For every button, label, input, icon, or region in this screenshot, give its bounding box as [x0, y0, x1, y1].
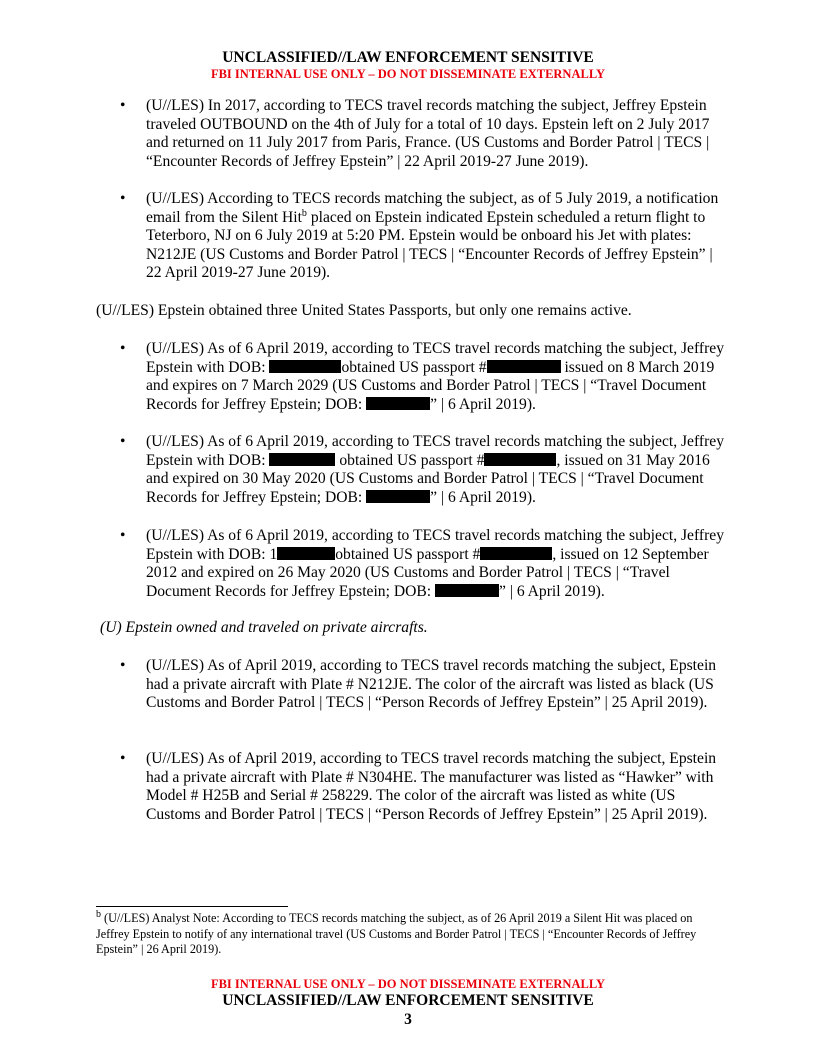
footnote-divider: [96, 906, 288, 907]
redaction-box: [277, 547, 335, 560]
bullet-text: (U//LES) As of 6 April 2019, according to TECS travel records matching the subject, Jeffrey Epstein with DOB: 1 obtained US passport # , issued on 12 September 2012 and expired on 26 May 2020 (US Customs and Border Patrol | TECS | “Travel Document Records for Jeffrey Epstein; DOB: ” | 6 April 2019).: [146, 527, 724, 600]
bullet-text: (U//LES) As of 6 April 2019, according to TECS travel records matching the subject, Jeffrey Epstein with DOB: obtained US passport # , issued on 31 May 2016 and expired on 30 May 2020 (US Customs and Border Patrol | TECS | “Travel Document Records for Jeffrey Epstein; DOB: ” | 6 April 2019).: [146, 433, 724, 506]
bullet-text: (U//LES) As of April 2019, according to TECS travel records matching the subject, Epstein had a private aircraft with Plate # N212JE. The color of the aircraft was listed as black (US Customs and Border Patrol | TECS | “Person Records of Jeffrey Epstein” | 25 April 2019).: [146, 657, 717, 712]
section-heading: (U) Epstein owned and traveled on private aircrafts.: [100, 619, 428, 636]
list-item: [96, 340, 726, 414]
list-item: [96, 190, 726, 283]
page-number: 3: [404, 1011, 412, 1028]
footnote-marker: b: [96, 908, 101, 920]
redaction-box: [269, 453, 335, 466]
bullet-icon: •: [120, 657, 126, 674]
footnote-ref: b: [301, 207, 307, 219]
redaction-box: [484, 453, 556, 466]
bullet-icon: •: [120, 340, 126, 357]
redaction-box: [269, 360, 341, 373]
bullet-text: (U//LES) As of April 2019, according to TECS travel records matching the subject, Epstein had a private aircraft with Plate # N304HE. The manufacturer was listed as “Hawker” with Model # H25B and Serial # 258229. The color of the aircraft was listed as white (US Customs and Border Patrol | TECS | “Person Records of Jeffrey Epstein” | 25 April 2019).: [146, 750, 717, 823]
paragraph: (U//LES) Epstein obtained three United States Passports, but only one remains active.: [96, 302, 632, 319]
footnote-text: (U//LES) Analyst Note: According to TECS records matching the subject, as of 26 April 2019 a Silent Hit was placed on Jeffrey Epstein to notify of any international travel (US Customs and Border Patrol | TECS | “Encounter Records of Jeffrey Epstein” | 26 April 2019).: [96, 911, 697, 956]
list-item: [96, 750, 726, 824]
footnote: [96, 908, 726, 958]
bullet-icon: •: [120, 97, 126, 114]
list-item: [96, 527, 726, 601]
redaction-box: [487, 360, 561, 373]
bullet-icon: •: [120, 750, 126, 767]
bullet-icon: •: [120, 527, 126, 544]
footer-classification: UNCLASSIFIED//LAW ENFORCEMENT SENSITIVE: [222, 992, 594, 1009]
list-item: [96, 657, 726, 713]
redaction-box: [366, 490, 430, 503]
list-item: [96, 97, 726, 171]
redaction-box: [435, 584, 499, 597]
redaction-box: [480, 547, 552, 560]
bullet-icon: •: [120, 433, 126, 450]
bullet-icon: •: [120, 190, 126, 207]
header-classification: UNCLASSIFIED//LAW ENFORCEMENT SENSITIVE: [222, 49, 594, 66]
bullet-text: (U//LES) As of 6 April 2019, according to TECS travel records matching the subject, Jeffrey Epstein with DOB: obtained US passport # issued on 8 March 2019 and expires on 7 March 2029 (US Customs and Border Patrol | TECS | “Travel Document Records for Jeffrey Epstein; DOB: ” | 6 April 2019).: [146, 340, 724, 413]
bullet-text: (U//LES) In 2017, according to TECS travel records matching the subject, Jeffrey Epstein traveled OUTBOUND on the 4th of July for a total of 10 days. Epstein left on 2 July 2017 and returned on 11 July 2017 from Paris, France. (US Customs and Border Patrol | TECS | “Encounter Records of Jeffrey Epstein” | 22 April 2019-27 June 2019).: [146, 97, 710, 170]
footer-caveat: FBI INTERNAL USE ONLY – DO NOT DISSEMINATE EXTERNALLY: [210, 977, 606, 991]
redaction-box: [366, 397, 430, 410]
bullet-text: (U//LES) According to TECS records matching the subject, as of 5 July 2019, a notification email from the Silent Hit$^b$ placed on Epstein indicated Epstein scheduled a return flight to Teterboro, NJ on 6 July 2019 at 5:20 PM. Epstein would be onboard his Jet with plates: N212JE (US Customs and Border Patrol | TECS | “Encounter Records of Jeffrey Epstein” | 22 April 2019-27 June 2019).: [146, 190, 719, 282]
header-caveat: FBI INTERNAL USE ONLY – DO NOT DISSEMINATE EXTERNALLY: [210, 67, 606, 81]
list-item: [96, 433, 726, 507]
